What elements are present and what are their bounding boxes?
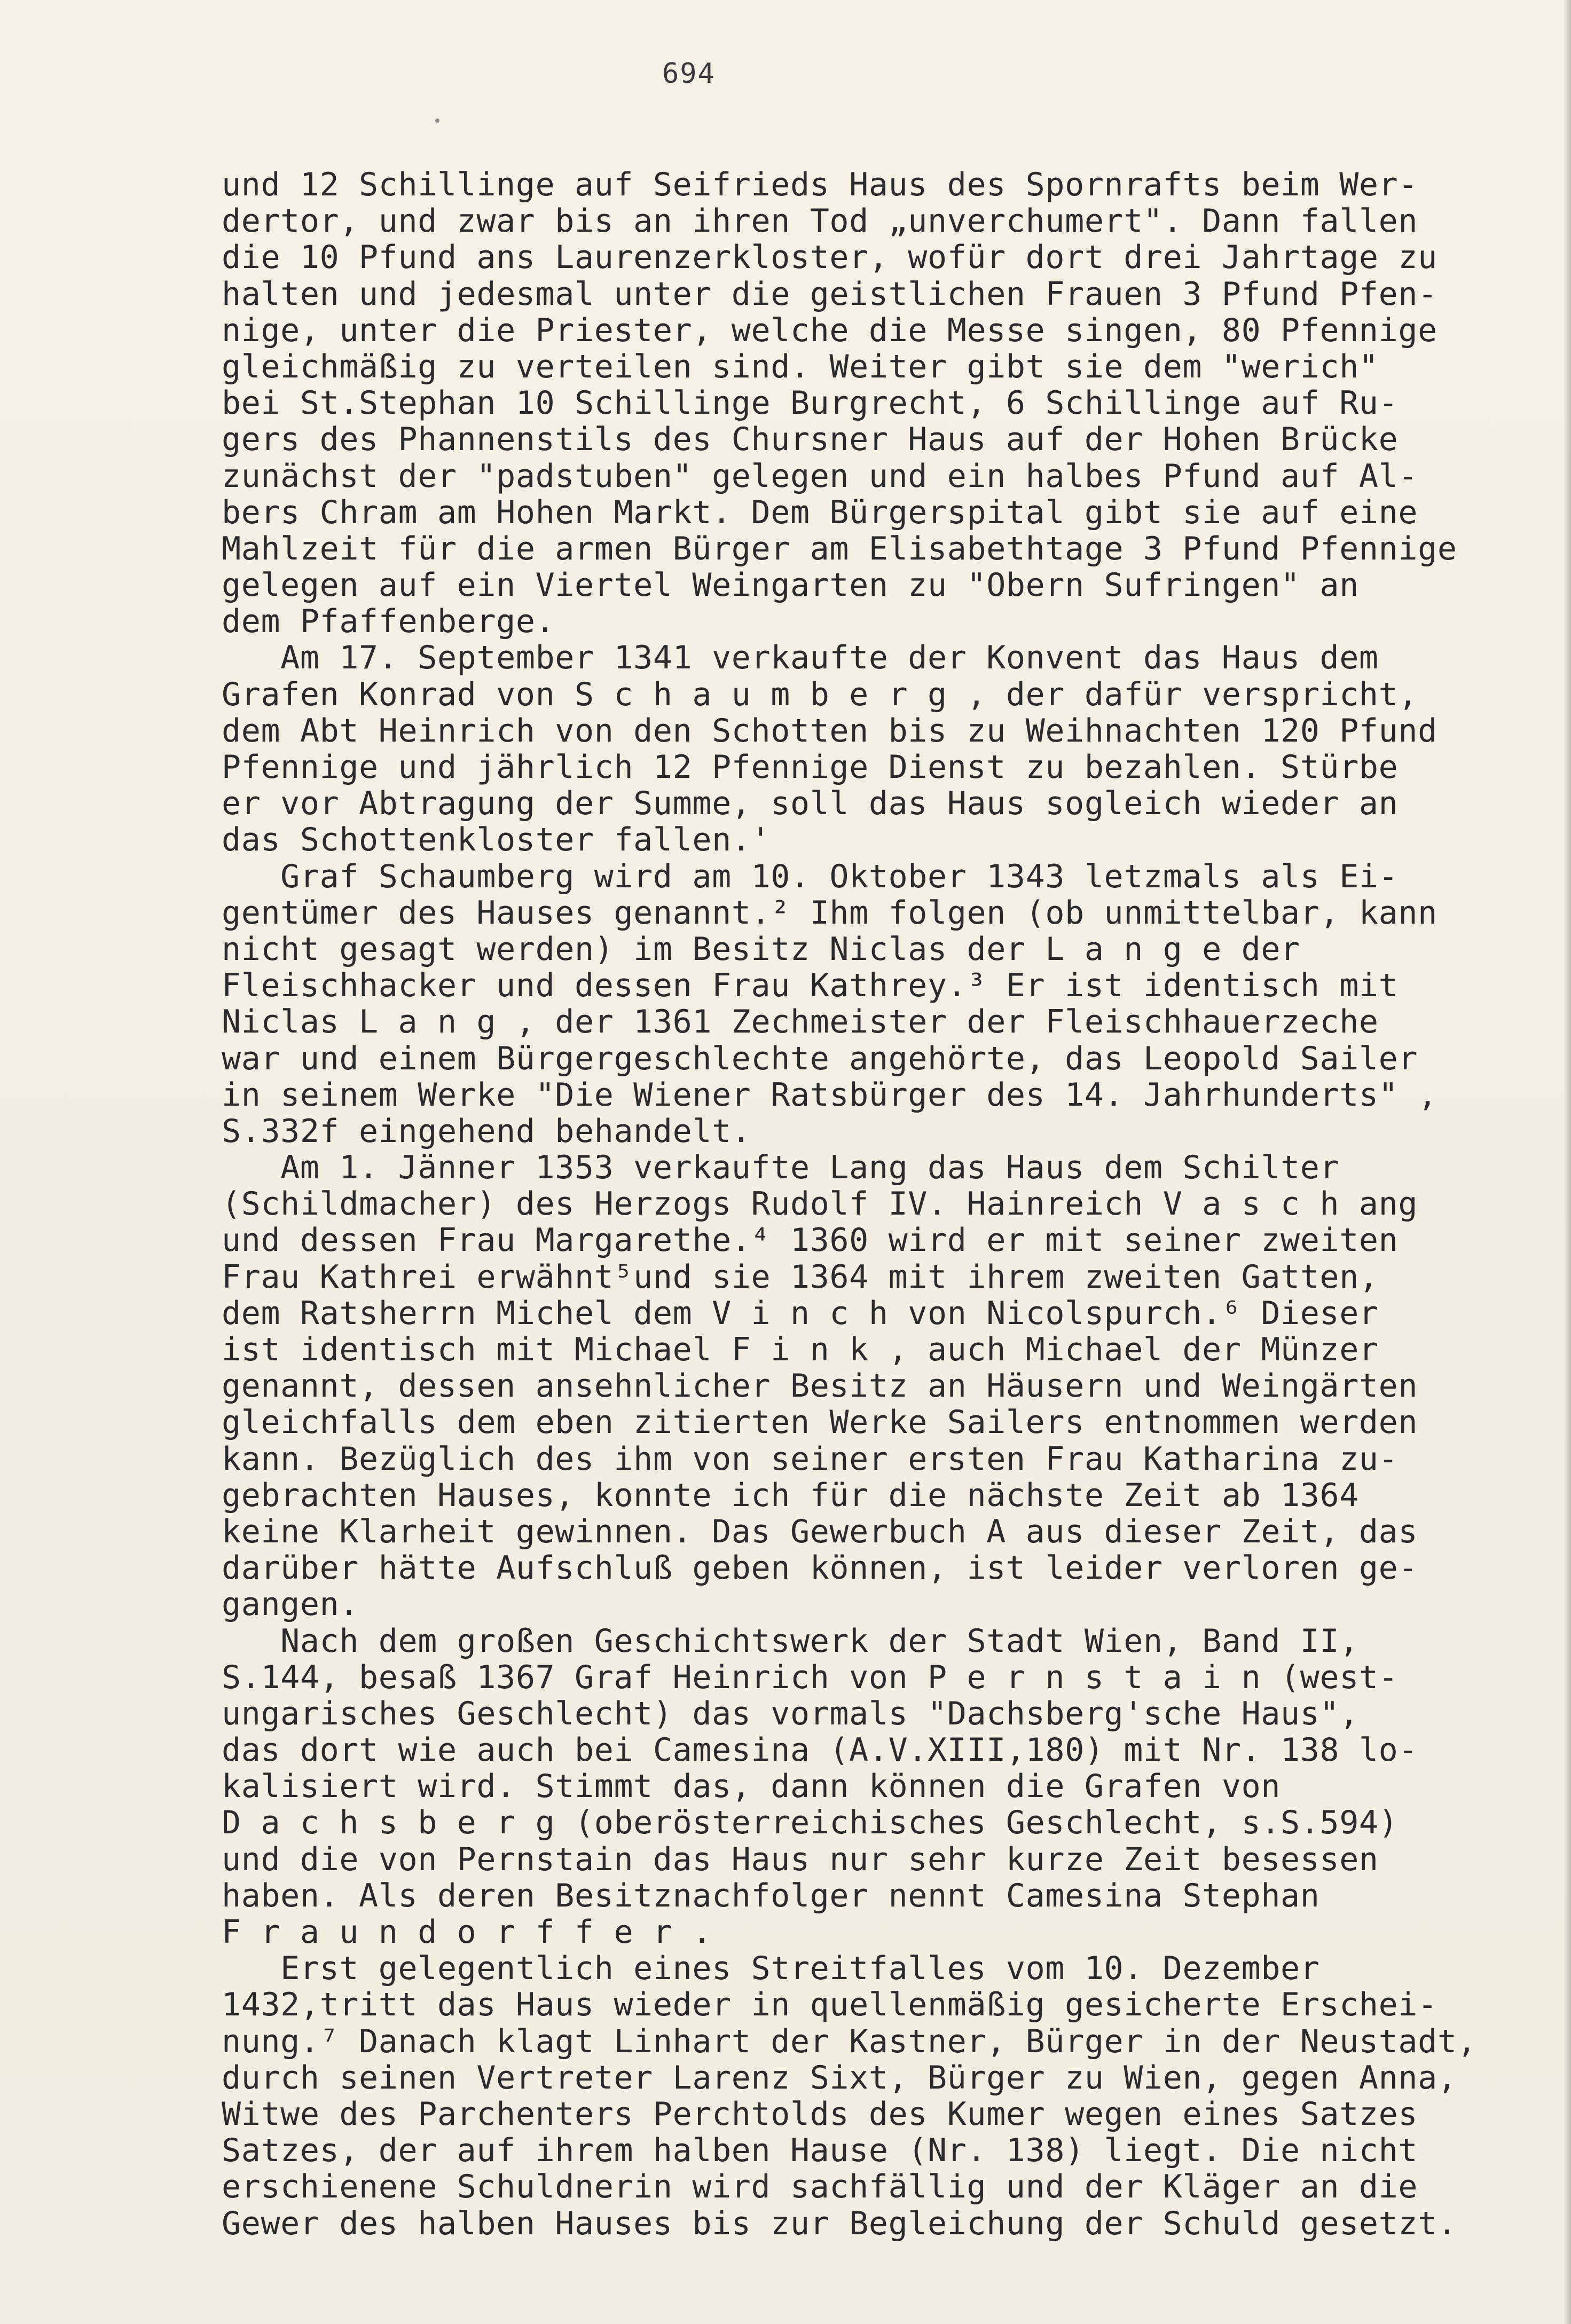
text-line: Witwe des Parchenters Perchtolds des Kumer wegen eines Satzes (222, 2095, 1418, 2133)
text-line: gebrachten Hauses, konnte ich für die nächste Zeit ab 1364 (222, 1476, 1359, 1514)
text-line: und dessen Frau Margarethe.⁴ 1360 wird er mit seiner zweiten (222, 1222, 1399, 1259)
text-line: ist identisch mit Michael F i n k , auch Michael der Münzer (222, 1331, 1379, 1368)
page-number: 694 (662, 58, 716, 90)
text-line: Fleischhacker und dessen Frau Kathrey.³ Er ist identisch mit (222, 967, 1399, 1005)
stray-mark (435, 119, 439, 123)
page-edge-shadow (1564, 0, 1571, 2324)
text-line: in seinem Werke "Die Wiener Ratsbürger des 14. Jahrhunderts" , (222, 1076, 1438, 1114)
text-line: 1432,tritt das Haus wieder in quellenmäßig gesicherte Erschei- (222, 1986, 1438, 2024)
text-line: nicht gesagt werden) im Besitz Niclas der L a n g e der (222, 930, 1300, 968)
text-line: dem Abt Heinrich von den Schotten bis zu Weihnachten 120 Pfund (222, 712, 1438, 750)
text-line: durch seinen Vertreter Larenz Sixt, Bürger zu Wien, gegen Anna, (222, 2059, 1457, 2097)
text-line: kann. Bezüglich des ihm von seiner ersten Frau Katharina zu- (222, 1440, 1399, 1478)
text-line: gangen. (222, 1586, 359, 1624)
text-line: und die von Pernstain das Haus nur sehr kurze Zeit besessen (222, 1840, 1379, 1878)
text-line: gelegen auf ein Viertel Weingarten zu "Obern Sufringen" an (222, 566, 1359, 604)
text-line: bei St.Stephan 10 Schillinge Burgrecht, 6 Schillinge auf Ru- (222, 384, 1399, 422)
text-line: Pfennige und jährlich 12 Pfennige Dienst zu bezahlen. Stürbe (222, 749, 1399, 786)
text-line: (Schildmacher) des Herzogs Rudolf IV. Hainreich V a s c h ang (222, 1185, 1418, 1223)
text-line: S.144, besaß 1367 Graf Heinrich von P e r n s t a i n (west- (222, 1658, 1399, 1696)
text-line: und 12 Schillinge auf Seifrieds Haus des Spornrafts beim Wer- (222, 166, 1418, 203)
text-line: Niclas L a n g , der 1361 Zechmeister der Fleischhauerzeche (222, 1003, 1379, 1041)
text-line: ungarisches Geschlecht) das vormals "Dachsberg'sche Haus", (222, 1695, 1359, 1732)
text-line: dem Ratsherrn Michel dem V i n c h von Nicolspurch.⁶ Dieser (222, 1294, 1379, 1332)
text-line: Erst gelegentlich eines Streitfalles vom 10. Dezember (222, 1950, 1320, 1988)
text-line: gentümer des Hauses genannt.² Ihm folgen (ob unmittelbar, kann (222, 894, 1438, 932)
text-line: D a c h s b e r g (oberösterreichisches Geschlecht, s.S.594) (222, 1804, 1399, 1842)
text-line: gleichmäßig zu verteilen sind. Weiter gibt sie dem "werich" (222, 348, 1379, 385)
text-line: genannt, dessen ansehnlicher Besitz an Häusern und Weingärten (222, 1367, 1418, 1405)
text-line: dem Pfaffenberge. (222, 603, 555, 641)
text-line: darüber hätte Aufschluß geben können, ist leider verloren ge- (222, 1549, 1418, 1587)
body-text (222, 167, 1567, 2242)
text-line: gleichfalls dem eben zitierten Werke Sailers entnommen werden (222, 1404, 1418, 1441)
text-line: erschienene Schuldnerin wird sachfällig und der Kläger an die (222, 2168, 1418, 2206)
text-line: Gewer des halben Hauses bis zur Begleichung der Schuld gesetzt. (222, 2204, 1457, 2242)
text-line: nung.⁷ Danach klagt Linhart der Kastner, Bürger in der Neustadt, (222, 2022, 1477, 2060)
text-line: er vor Abtragung der Summe, soll das Haus sogleich wieder an (222, 785, 1399, 823)
text-line: haben. Als deren Besitznachfolger nennt Camesina Stephan (222, 1877, 1320, 1915)
text-line: Am 17. September 1341 verkaufte der Konvent das Haus dem (222, 639, 1379, 677)
text-line: Nach dem großen Geschichtswerk der Stadt Wien, Band II, (222, 1622, 1359, 1660)
text-line: F r a u n d o r f f e r . (222, 1913, 712, 1951)
text-line: Mahlzeit für die armen Bürger am Elisabethtage 3 Pfund Pfennige (222, 530, 1457, 568)
text-line: keine Klarheit gewinnen. Das Gewerbuch A aus dieser Zeit, das (222, 1512, 1418, 1550)
text-line: nige, unter die Priester, welche die Messe singen, 80 Pfennige (222, 311, 1438, 349)
text-line: das Schottenkloster fallen.' (222, 821, 771, 859)
text-line: Satzes, der auf ihrem halben Hause (Nr. 138) liegt. Die nicht (222, 2132, 1418, 2170)
text-line: halten und jedesmal unter die geistlichen Frauen 3 Pfund Pfen- (222, 275, 1438, 313)
text-line: zunächst der "padstuben" gelegen und ein halbes Pfund auf Al- (222, 457, 1418, 495)
text-line: bers Chram am Hohen Markt. Dem Bürgerspital gibt sie auf eine (222, 493, 1418, 531)
text-line: das dort wie auch bei Camesina (A.V.XIII,180) mit Nr. 138 lo- (222, 1731, 1418, 1769)
text-line: Graf Schaumberg wird am 10. Oktober 1343 letzmals als Ei- (222, 857, 1399, 895)
text-line: war und einem Bürgergeschlechte angehörte, das Leopold Sailer (222, 1039, 1418, 1077)
text-line: Am 1. Jänner 1353 verkaufte Lang das Haus dem Schilter (222, 1149, 1340, 1187)
text-line: Grafen Konrad von S c h a u m b e r g , der dafür verspricht, (222, 675, 1418, 713)
text-line: die 10 Pfund ans Laurenzerkloster, wofür dort drei Jahrtage zu (222, 239, 1438, 277)
text-line: gers des Phannenstils des Chursner Haus auf der Hohen Brücke (222, 421, 1399, 459)
text-line: S.332f eingehend behandelt. (222, 1112, 751, 1150)
text-line: Frau Kathrei erwähnt⁵und sie 1364 mit ihrem zweiten Gatten, (222, 1258, 1379, 1296)
text-line: dertor, und zwar bis an ihren Tod „unverchumert". Dann fallen (222, 202, 1418, 240)
text-line: kalisiert wird. Stimmt das, dann können die Grafen von (222, 1768, 1281, 1806)
